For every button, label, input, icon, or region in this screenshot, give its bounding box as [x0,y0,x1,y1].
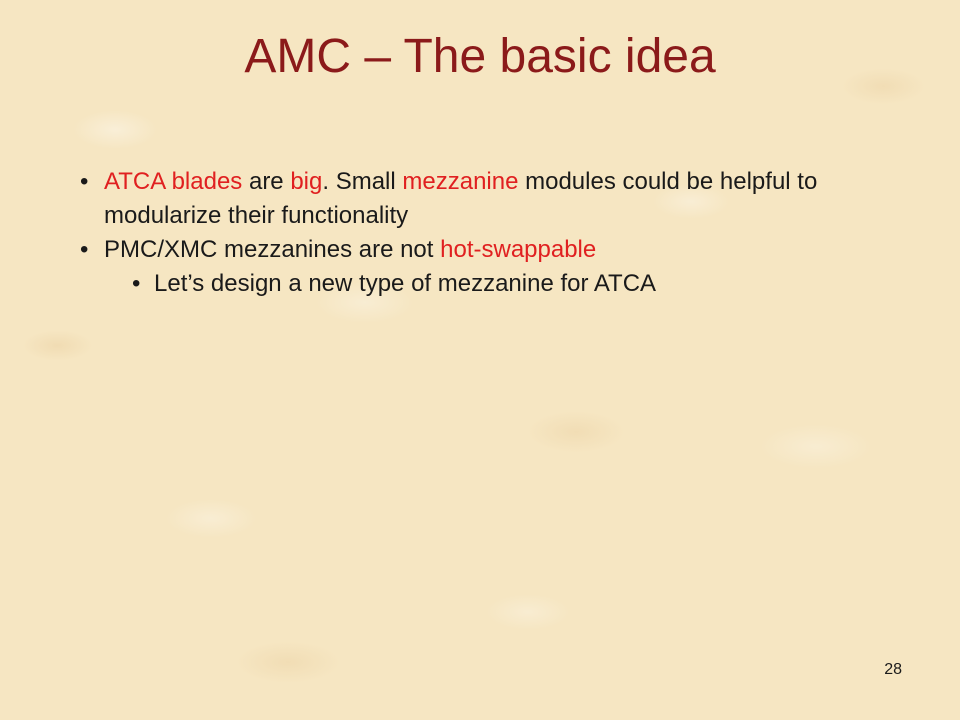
bullet-item-3-sub [132,267,910,301]
bullet-item-1 [80,165,910,233]
bullet-icon: • [80,168,89,195]
page-number: 28 [884,661,902,678]
bullet-1-segment-4: . Small [322,168,403,195]
bullet-2-segment-1: PMC/XMC mezzanines are not [104,236,441,263]
slide-title: AMC – The basic idea [244,30,716,83]
bullet-icon: • [132,270,141,297]
bullet-icon: • [80,236,89,263]
bullet-1-segment-5: mezzanine [402,168,519,195]
bullet-item-2 [80,233,910,267]
bullet-1-segment-1: ATCA blades [104,168,243,195]
bullet-1-segment-6: modules could be helpful to modularize their functionality [104,168,818,229]
bullet-1-segment-2: are [242,168,291,195]
bullet-1-segment-3: big [290,168,323,195]
bullet-3-segment-1: Let’s design a new type of mezzanine for ATCA [154,270,657,297]
bullet-2-segment-2: hot-swappable [440,236,597,263]
bullet-list [80,165,910,301]
